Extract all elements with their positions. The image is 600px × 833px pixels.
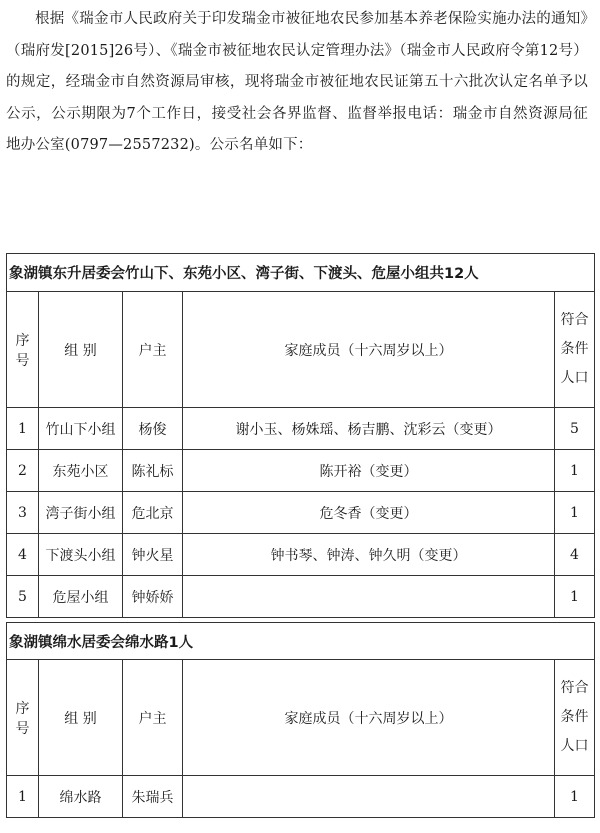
cell-head: 朱瑞兵 bbox=[123, 776, 183, 818]
table-row bbox=[7, 408, 595, 450]
header-eligible-line: 人口 bbox=[560, 738, 589, 754]
cell-head: 钟火星 bbox=[123, 534, 183, 576]
cell-count: 1 bbox=[555, 492, 595, 534]
header-eligible-line: 符合 bbox=[560, 680, 589, 696]
roster-table-1 bbox=[6, 253, 595, 618]
section-title: 象湖镇绵水居委会绵水路1人 bbox=[7, 623, 595, 660]
header-eligible-line: 条件 bbox=[560, 709, 589, 725]
header-seq: 序号 bbox=[7, 292, 39, 408]
cell-members: 危冬香（变更） bbox=[183, 492, 555, 534]
cell-count: 4 bbox=[555, 534, 595, 576]
cell-members: 陈开裕（变更） bbox=[183, 450, 555, 492]
cell-seq: 1 bbox=[7, 408, 39, 450]
cell-members bbox=[183, 776, 555, 818]
header-eligible-line: 人口 bbox=[560, 370, 589, 386]
cell-members bbox=[183, 576, 555, 618]
cell-group: 危屋小组 bbox=[39, 576, 123, 618]
cell-members: 谢小玉、杨姝瑶、杨吉鹏、沈彩云（变更） bbox=[183, 408, 555, 450]
header-head: 户主 bbox=[123, 292, 183, 408]
cell-head: 钟娇娇 bbox=[123, 576, 183, 618]
table-row bbox=[7, 534, 595, 576]
cell-seq: 1 bbox=[7, 776, 39, 818]
cell-group: 竹山下小组 bbox=[39, 408, 123, 450]
cell-count: 1 bbox=[555, 776, 595, 818]
header-group: 组 别 bbox=[39, 660, 123, 776]
table-row bbox=[7, 776, 595, 818]
cell-group: 下渡头小组 bbox=[39, 534, 123, 576]
cell-seq: 4 bbox=[7, 534, 39, 576]
header-eligible-line: 符合 bbox=[560, 312, 589, 328]
table-row bbox=[7, 576, 595, 618]
cell-group: 湾子街小组 bbox=[39, 492, 123, 534]
cell-members: 钟书琴、钟涛、钟久明（变更） bbox=[183, 534, 555, 576]
header-members: 家庭成员（十六周岁以上） bbox=[183, 660, 555, 776]
table-row bbox=[7, 450, 595, 492]
cell-head: 陈礼标 bbox=[123, 450, 183, 492]
header-eligible bbox=[555, 292, 595, 408]
table-row bbox=[7, 492, 595, 534]
header-eligible-line: 条件 bbox=[560, 341, 589, 357]
cell-head: 杨俊 bbox=[123, 408, 183, 450]
header-head: 户主 bbox=[123, 660, 183, 776]
header-seq: 序号 bbox=[7, 660, 39, 776]
header-members: 家庭成员（十六周岁以上） bbox=[183, 292, 555, 408]
header-group: 组 别 bbox=[39, 292, 123, 408]
cell-group: 绵水路 bbox=[39, 776, 123, 818]
cell-group: 东苑小区 bbox=[39, 450, 123, 492]
cell-seq: 2 bbox=[7, 450, 39, 492]
cell-seq: 5 bbox=[7, 576, 39, 618]
header-eligible bbox=[555, 660, 595, 776]
cell-count: 1 bbox=[555, 576, 595, 618]
cell-head: 危北京 bbox=[123, 492, 183, 534]
notice-paragraph: 根据《瑞金市人民政府关于印发瑞金市被征地农民参加基本养老保险实施办法的通知》（瑞府发[2015]26号）、《瑞金市被征地农民认定管理办法》（瑞金市人民政府令第12号）的规定，经瑞金市自然资源局审核，现将瑞金市被征地农民证第五十六批次认定名单予以公示，公示期限为7个工作日，接受社会各界监督、监督举报电话：瑞金市自然资源局征地办公室(0797—2557232)。公示名单如下： bbox=[6, 11, 588, 153]
section-title: 象湖镇东升居委会竹山下、东苑小区、湾子街、下渡头、危屋小组共12人 bbox=[7, 254, 595, 292]
cell-count: 1 bbox=[555, 450, 595, 492]
cell-count: 5 bbox=[555, 408, 595, 450]
roster-table-2 bbox=[6, 622, 595, 818]
cell-seq: 3 bbox=[7, 492, 39, 534]
